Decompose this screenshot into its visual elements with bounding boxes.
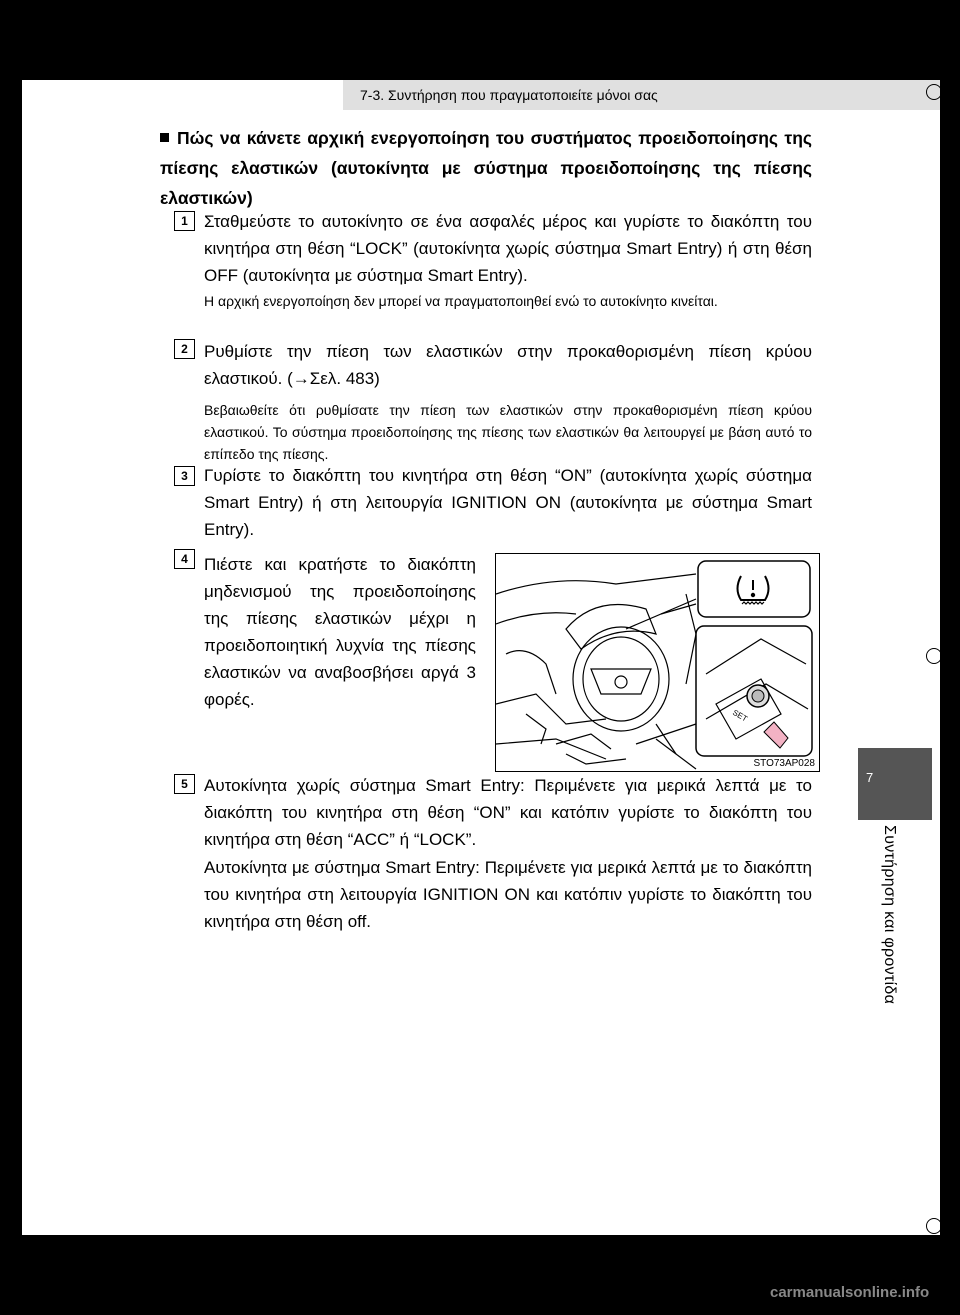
- section-title-text: Πώς να κάνετε αρχική ενεργοποίηση του συστήματος προειδοποίησης της πίεσης ελαστικών (αυτοκίνητα με σύστημα προειδοποίησης της πίεσης ελαστικών): [160, 128, 812, 208]
- header-title: 7-3. Συντήρηση που πραγματοποιείτε μόνοι σας: [360, 87, 658, 103]
- step-text: Γυρίστε το διακόπτη του κινητήρα στη θέση “ON” (αυτοκίνητα χωρίς σύστημα Smart Entry) ή στη λειτουργία IGNITION ON (αυτοκίνητα με σύστημα Smart Entry).: [204, 466, 812, 539]
- step-text-continued: Αυτοκίνητα με σύστημα Smart Entry: Περιμένετε για μερικά λεπτά με το διακόπτη του κινητήρα στη λειτουργία IGNITION ON και κατόπιν γυρίστε το διακόπτη του κινητήρα στη θέση off.: [204, 858, 812, 931]
- chapter-number: 7: [866, 770, 874, 785]
- set-label: SET: [731, 707, 749, 724]
- step-number: 1: [174, 211, 195, 231]
- step-number: 3: [174, 466, 195, 486]
- figure-code: STO73AP028: [753, 758, 815, 769]
- crop-mark: [926, 84, 942, 100]
- step-text: Ρυθμίστε την πίεση των ελαστικών στην προκαθορισμένη πίεση κρύου ελαστικού. (→Σελ. 483): [204, 342, 812, 388]
- step-text: Σταθμεύστε το αυτοκίνητο σε ένα ασφαλές μέρος και γυρίστε το διακόπτη του κινητήρα στη θέση “LOCK” (αυτοκίνητα χωρίς σύστημα Smart Entry) ή στη θέση OFF (αυτοκίνητα με σύστημα Smart Entry).: [204, 212, 812, 285]
- step-note: Βεβαιωθείτε ότι ρυθμίσατε την πίεση των ελαστικών στην προκαθορισμένη πίεση κρύου ελαστικού. Το σύστημα προειδοποίησης της πίεσης των ελαστικών θα λειτουργεί με βάση αυτό το επίπεδο της πίεσης.: [204, 402, 812, 462]
- crop-mark: [926, 1218, 942, 1234]
- dashboard-drawing: [496, 554, 819, 771]
- step-text: Αυτοκίνητα χωρίς σύστημα Smart Entry: Περιμένετε για μερικά λεπτά με το διακόπτη του κινητήρα στη θέση “ON” και κατόπιν γυρίστε το διακόπτη του κινητήρα στη θέση “ACC” ή “LOCK”.: [204, 776, 812, 849]
- watermark: carmanualsonline.info: [770, 1284, 930, 1301]
- step-note: Η αρχική ενεργοποίηση δεν μπορεί να πραγματοποιηθεί ενώ το αυτοκίνητο κινείται.: [204, 293, 718, 309]
- step-text: Πιέστε και κρατήστε το διακόπτη μηδενισμού της προειδοποίησης της πίεσης ελαστικών μέχρι η προειδοποιητική λυχνία της πίεσης ελαστικών να αναβοσβήσει αργά 3 φορές.: [204, 555, 476, 709]
- bullet-square-icon: [160, 133, 169, 142]
- step-number: 4: [174, 549, 195, 569]
- crop-mark: [926, 648, 942, 664]
- chapter-label: Συντήρηση και φροντίδα: [881, 825, 898, 1005]
- dashboard-illustration: [495, 553, 820, 772]
- section-title: [160, 123, 812, 213]
- step-number: 5: [174, 774, 195, 794]
- step-number: 2: [174, 339, 195, 359]
